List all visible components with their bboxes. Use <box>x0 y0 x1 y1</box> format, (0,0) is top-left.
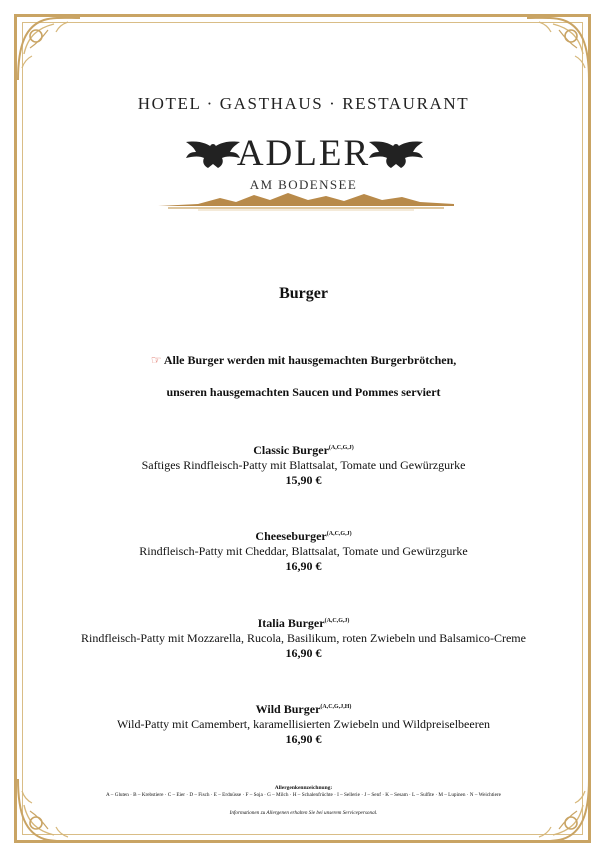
pointing-hand-icon: ☞ <box>150 353 162 367</box>
item-price: 16,90 € <box>285 732 322 746</box>
allergen-title: Allergenkennzeichnung: <box>274 785 333 791</box>
allergen-list: A – Gluten · B – Krebstiere · C – Eier · D – Fisch · E – Erdnüsse · F – Soja · G – Milch · H – Schalenfrüchte · I – Sellerie · J – Senf · K – Sesam · L – Sulfite · M – Lupinen · N – Weichtiere <box>106 792 501 798</box>
item-allergens: (A,C,G,J) <box>328 445 354 451</box>
item-allergens: (A,C,G,J) <box>324 618 350 624</box>
item-allergens: (A,C,G,J,H) <box>320 704 352 710</box>
section-title: Burger <box>279 285 328 302</box>
intro-line-1 <box>0 353 607 368</box>
sub-brand: AM BODENSEE <box>249 177 358 192</box>
item-description: Rindfleisch-Patty mit Cheddar, Blattsalat, Tomate und Gewürzgurke <box>139 544 468 558</box>
brand-logo <box>0 132 607 176</box>
item-name: Cheeseburger <box>255 529 327 543</box>
hotel-line: HOTEL · GASTHAUS · RESTAURANT <box>137 94 470 113</box>
menu-item <box>0 527 607 574</box>
item-description: Rindfleisch-Patty mit Mozzarella, Rucola, Basilikum, roten Zwiebeln und Balsamico-Creme <box>81 631 526 645</box>
menu-item <box>0 700 607 747</box>
item-name: Wild Burger <box>255 702 321 716</box>
allergen-note: Informationen zu Allergenen erhalten Sie bei unserem Servicepersonal. <box>229 810 378 816</box>
item-name: Classic Burger <box>253 443 329 457</box>
item-description: Wild-Patty mit Camembert, karamellisierten Zwiebeln und Wildpreiselbeeren <box>116 717 491 731</box>
menu-item <box>0 614 607 661</box>
menu-item <box>0 441 607 488</box>
mountain-icon <box>158 190 454 212</box>
corner-ornament-icon <box>523 14 593 84</box>
item-price: 16,90 € <box>285 559 322 573</box>
intro-line-2: unseren hausgemachten Saucen und Pommes serviert <box>166 385 441 399</box>
brand-name: ADLER <box>236 133 371 174</box>
item-price: 16,90 € <box>285 646 322 660</box>
item-allergens: (A,C,G,J) <box>326 531 352 537</box>
corner-ornament-icon <box>14 14 84 84</box>
item-name: Italia Burger <box>257 616 325 630</box>
item-price: 15,90 € <box>285 473 322 487</box>
intro-text-1: Alle Burger werden mit hausgemachten Burgerbrötchen, <box>163 353 457 367</box>
item-description: Saftiges Rindfleisch-Patty mit Blattsalat, Tomate und Gewürzgurke <box>141 458 466 472</box>
eagle-icon <box>367 138 425 170</box>
